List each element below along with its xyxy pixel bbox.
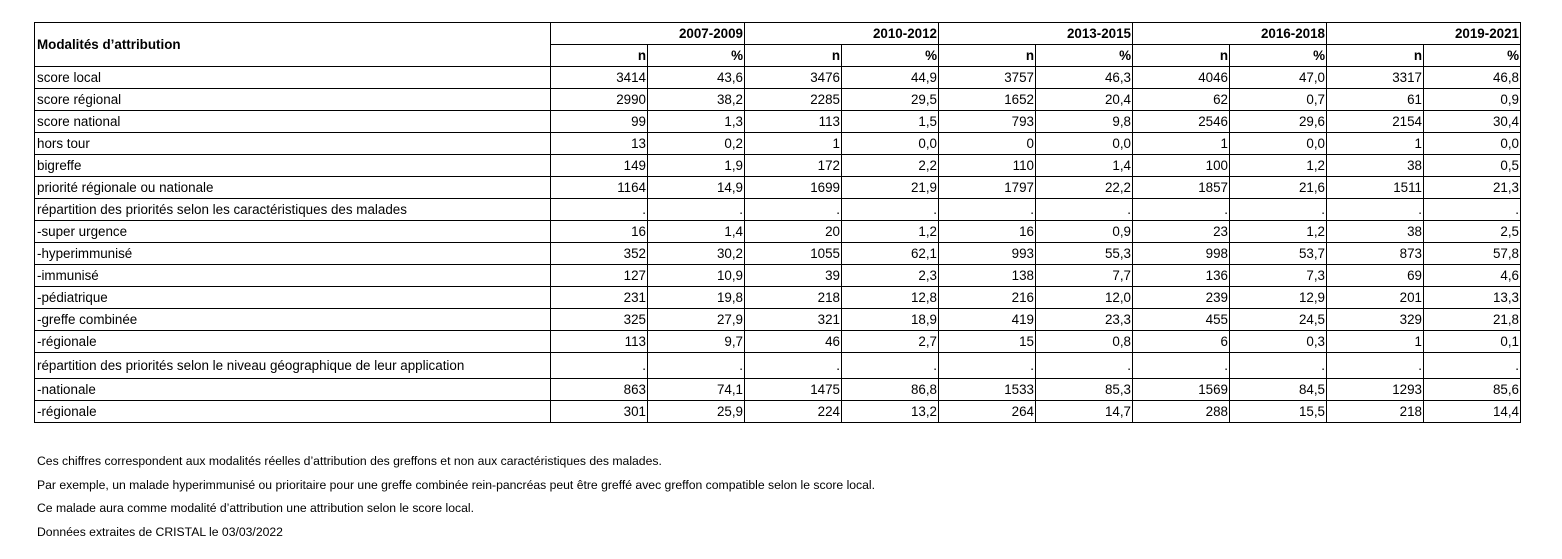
cell-n: 301: [551, 401, 648, 423]
cell-percent: 14,7: [1036, 401, 1133, 423]
cell-n: .: [1327, 353, 1424, 379]
cell-n: 1533: [939, 379, 1036, 401]
cell-n: 201: [1327, 287, 1424, 309]
subheader-n: n: [745, 45, 842, 67]
cell-percent: 9,7: [648, 331, 745, 353]
cell-n: 2285: [745, 89, 842, 111]
cell-percent: 27,9: [648, 309, 745, 331]
cell-n: 998: [1133, 243, 1230, 265]
cell-n: 1: [1327, 331, 1424, 353]
cell-percent: 0,0: [1424, 133, 1521, 155]
cell-percent: 1,4: [1036, 155, 1133, 177]
footnote-line: Par exemple, un malade hyperimmunisé ou prioritaire pour une greffe combinée rein-pancréas peut être greffé avec greffon compatible selon le score local.: [37, 477, 876, 492]
cell-percent: .: [1036, 353, 1133, 379]
table-row: [35, 199, 1521, 221]
cell-n: 99: [551, 111, 648, 133]
cell-percent: 46,3: [1036, 67, 1133, 89]
row-label: répartition des priorités selon les caractéristiques des malades: [35, 199, 551, 221]
table-row: [35, 265, 1521, 287]
cell-percent: 53,7: [1230, 243, 1327, 265]
cell-n: 23: [1133, 221, 1230, 243]
subheader-percent: %: [842, 45, 939, 67]
cell-n: 1511: [1327, 177, 1424, 199]
cell-n: 231: [551, 287, 648, 309]
cell-percent: 85,3: [1036, 379, 1133, 401]
cell-n: .: [745, 353, 842, 379]
footnote-line: Ces chiffres correspondent aux modalités réelles d’attribution des greffons et non aux caractéristiques des malades.: [37, 454, 662, 468]
table-row: [35, 353, 1521, 379]
cell-percent: 0,1: [1424, 331, 1521, 353]
cell-percent: 1,5: [842, 111, 939, 133]
cell-percent: 55,3: [1036, 243, 1133, 265]
cell-percent: 86,8: [842, 379, 939, 401]
cell-n: 1699: [745, 177, 842, 199]
table-row: [35, 287, 1521, 309]
cell-percent: 62,1: [842, 243, 939, 265]
cell-n: 4046: [1133, 67, 1230, 89]
period-header: 2016-2018: [1133, 23, 1327, 45]
cell-n: 16: [939, 221, 1036, 243]
cell-n: 13: [551, 133, 648, 155]
cell-percent: 24,5: [1230, 309, 1327, 331]
subheader-n: n: [1133, 45, 1230, 67]
cell-percent: 21,8: [1424, 309, 1521, 331]
footnote-line: Ce malade aura comme modalité d’attribution une attribution selon le score local.: [37, 501, 474, 515]
cell-n: 863: [551, 379, 648, 401]
cell-n: .: [745, 199, 842, 221]
cell-percent: 30,2: [648, 243, 745, 265]
cell-percent: 23,3: [1036, 309, 1133, 331]
cell-percent: 14,9: [648, 177, 745, 199]
footnotes: [37, 450, 875, 544]
cell-percent: 29,6: [1230, 111, 1327, 133]
row-label: -immunisé: [35, 265, 551, 287]
table-row: [35, 89, 1521, 111]
row-label: -nationale: [35, 379, 551, 401]
cell-percent: 0,8: [1036, 331, 1133, 353]
cell-percent: 20,4: [1036, 89, 1133, 111]
cell-n: 1: [1133, 133, 1230, 155]
row-label: -régionale: [35, 331, 551, 353]
cell-n: 138: [939, 265, 1036, 287]
cell-n: 419: [939, 309, 1036, 331]
cell-n: 325: [551, 309, 648, 331]
cell-n: 3757: [939, 67, 1036, 89]
cell-n: 149: [551, 155, 648, 177]
cell-n: 218: [1327, 401, 1424, 423]
cell-n: 15: [939, 331, 1036, 353]
cell-n: 100: [1133, 155, 1230, 177]
cell-percent: .: [1230, 199, 1327, 221]
cell-percent: 21,6: [1230, 177, 1327, 199]
cell-percent: 13,3: [1424, 287, 1521, 309]
subheader-n: n: [551, 45, 648, 67]
cell-percent: 4,6: [1424, 265, 1521, 287]
cell-n: 39: [745, 265, 842, 287]
cell-n: 218: [745, 287, 842, 309]
cell-percent: .: [842, 353, 939, 379]
period-header-row: [35, 23, 1521, 45]
cell-percent: 21,9: [842, 177, 939, 199]
cell-percent: .: [1230, 353, 1327, 379]
cell-n: 3317: [1327, 67, 1424, 89]
cell-n: 352: [551, 243, 648, 265]
cell-percent: 47,0: [1230, 67, 1327, 89]
cell-n: 3476: [745, 67, 842, 89]
cell-percent: 0,0: [1230, 133, 1327, 155]
table-title: Modalités d’attribution: [35, 23, 551, 67]
cell-n: 172: [745, 155, 842, 177]
cell-percent: .: [1424, 353, 1521, 379]
cell-n: 62: [1133, 89, 1230, 111]
cell-n: 224: [745, 401, 842, 423]
cell-n: .: [1133, 353, 1230, 379]
cell-n: 113: [551, 331, 648, 353]
cell-percent: 29,5: [842, 89, 939, 111]
cell-n: 113: [745, 111, 842, 133]
cell-percent: 38,2: [648, 89, 745, 111]
row-label: -pédiatrique: [35, 287, 551, 309]
cell-percent: 1,2: [1230, 221, 1327, 243]
cell-percent: 9,8: [1036, 111, 1133, 133]
period-header: 2007-2009: [551, 23, 745, 45]
row-label: priorité régionale ou nationale: [35, 177, 551, 199]
period-header: 2019-2021: [1327, 23, 1521, 45]
cell-n: 1569: [1133, 379, 1230, 401]
cell-percent: 74,1: [648, 379, 745, 401]
cell-percent: 0,5: [1424, 155, 1521, 177]
row-label: score local: [35, 67, 551, 89]
cell-percent: 1,3: [648, 111, 745, 133]
cell-percent: 12,9: [1230, 287, 1327, 309]
subheader-n: n: [1327, 45, 1424, 67]
cell-percent: .: [842, 199, 939, 221]
cell-n: 46: [745, 331, 842, 353]
cell-percent: 14,4: [1424, 401, 1521, 423]
cell-n: 288: [1133, 401, 1230, 423]
cell-n: 6: [1133, 331, 1230, 353]
cell-percent: 0,9: [1424, 89, 1521, 111]
cell-n: 1652: [939, 89, 1036, 111]
table-row: [35, 243, 1521, 265]
cell-n: 127: [551, 265, 648, 287]
cell-n: 793: [939, 111, 1036, 133]
cell-n: 329: [1327, 309, 1424, 331]
table-row: [35, 111, 1521, 133]
table-row: [35, 379, 1521, 401]
cell-n: 38: [1327, 155, 1424, 177]
cell-percent: 22,2: [1036, 177, 1133, 199]
cell-n: 873: [1327, 243, 1424, 265]
cell-percent: 2,5: [1424, 221, 1521, 243]
table-row: [35, 133, 1521, 155]
cell-n: 993: [939, 243, 1036, 265]
table-row: [35, 331, 1521, 353]
cell-percent: 12,0: [1036, 287, 1133, 309]
cell-n: .: [551, 353, 648, 379]
cell-n: 1055: [745, 243, 842, 265]
cell-percent: 57,8: [1424, 243, 1521, 265]
cell-n: 321: [745, 309, 842, 331]
row-label: score régional: [35, 89, 551, 111]
cell-n: 1857: [1133, 177, 1230, 199]
cell-n: 3414: [551, 67, 648, 89]
table-row: [35, 401, 1521, 423]
cell-n: 2990: [551, 89, 648, 111]
cell-percent: 43,6: [648, 67, 745, 89]
cell-n: 2546: [1133, 111, 1230, 133]
cell-n: 1: [745, 133, 842, 155]
cell-percent: 7,7: [1036, 265, 1133, 287]
cell-percent: 46,8: [1424, 67, 1521, 89]
cell-percent: .: [1036, 199, 1133, 221]
row-label: hors tour: [35, 133, 551, 155]
table-row: [35, 67, 1521, 89]
cell-percent: 10,9: [648, 265, 745, 287]
period-header: 2010-2012: [745, 23, 939, 45]
cell-n: 1164: [551, 177, 648, 199]
cell-n: 455: [1133, 309, 1230, 331]
cell-n: 61: [1327, 89, 1424, 111]
row-label: -super urgence: [35, 221, 551, 243]
cell-n: 38: [1327, 221, 1424, 243]
table-row: [35, 309, 1521, 331]
cell-percent: .: [648, 199, 745, 221]
subheader-percent: %: [1230, 45, 1327, 67]
row-label: répartition des priorités selon le niveau géographique de leur application: [35, 353, 551, 379]
cell-percent: 15,5: [1230, 401, 1327, 423]
row-label: -régionale: [35, 401, 551, 423]
subheader-percent: %: [1424, 45, 1521, 67]
cell-percent: 1,2: [842, 221, 939, 243]
cell-percent: 25,9: [648, 401, 745, 423]
cell-n: 1475: [745, 379, 842, 401]
cell-percent: 21,3: [1424, 177, 1521, 199]
cell-percent: 13,2: [842, 401, 939, 423]
cell-n: 136: [1133, 265, 1230, 287]
cell-percent: 1,2: [1230, 155, 1327, 177]
row-label: -greffe combinée: [35, 309, 551, 331]
cell-percent: 12,8: [842, 287, 939, 309]
cell-percent: 7,3: [1230, 265, 1327, 287]
cell-n: .: [1133, 199, 1230, 221]
cell-percent: 0,7: [1230, 89, 1327, 111]
cell-n: 1797: [939, 177, 1036, 199]
cell-n: 20: [745, 221, 842, 243]
cell-n: 69: [1327, 265, 1424, 287]
cell-n: 216: [939, 287, 1036, 309]
table-row: [35, 155, 1521, 177]
cell-percent: .: [1424, 199, 1521, 221]
cell-percent: 2,2: [842, 155, 939, 177]
table-row: [35, 177, 1521, 199]
cell-n: .: [1327, 199, 1424, 221]
cell-percent: 1,9: [648, 155, 745, 177]
row-label: bigreffe: [35, 155, 551, 177]
cell-percent: 18,9: [842, 309, 939, 331]
cell-n: .: [939, 199, 1036, 221]
subheader-percent: %: [648, 45, 745, 67]
subheader-percent: %: [1036, 45, 1133, 67]
cell-percent: 84,5: [1230, 379, 1327, 401]
cell-percent: 30,4: [1424, 111, 1521, 133]
cell-percent: 0,9: [1036, 221, 1133, 243]
cell-n: 2154: [1327, 111, 1424, 133]
cell-percent: 0,3: [1230, 331, 1327, 353]
cell-n: 239: [1133, 287, 1230, 309]
cell-percent: 85,6: [1424, 379, 1521, 401]
table-row: [35, 221, 1521, 243]
cell-n: 1: [1327, 133, 1424, 155]
cell-percent: 1,4: [648, 221, 745, 243]
row-label: -hyperimmunisé: [35, 243, 551, 265]
cell-n: 110: [939, 155, 1036, 177]
cell-percent: 2,3: [842, 265, 939, 287]
cell-n: 264: [939, 401, 1036, 423]
period-header: 2013-2015: [939, 23, 1133, 45]
cell-percent: .: [648, 353, 745, 379]
cell-n: .: [551, 199, 648, 221]
row-label: score national: [35, 111, 551, 133]
footnote-line: Données extraites de CRISTAL le 03/03/2022: [37, 524, 283, 539]
cell-percent: 2,7: [842, 331, 939, 353]
cell-n: .: [939, 353, 1036, 379]
cell-percent: 19,8: [648, 287, 745, 309]
cell-percent: 0,2: [648, 133, 745, 155]
cell-percent: 44,9: [842, 67, 939, 89]
cell-n: 0: [939, 133, 1036, 155]
cell-n: 1293: [1327, 379, 1424, 401]
cell-percent: 0,0: [842, 133, 939, 155]
cell-percent: 0,0: [1036, 133, 1133, 155]
cell-n: 16: [551, 221, 648, 243]
subheader-n: n: [939, 45, 1036, 67]
attribution-table: [34, 22, 1521, 423]
